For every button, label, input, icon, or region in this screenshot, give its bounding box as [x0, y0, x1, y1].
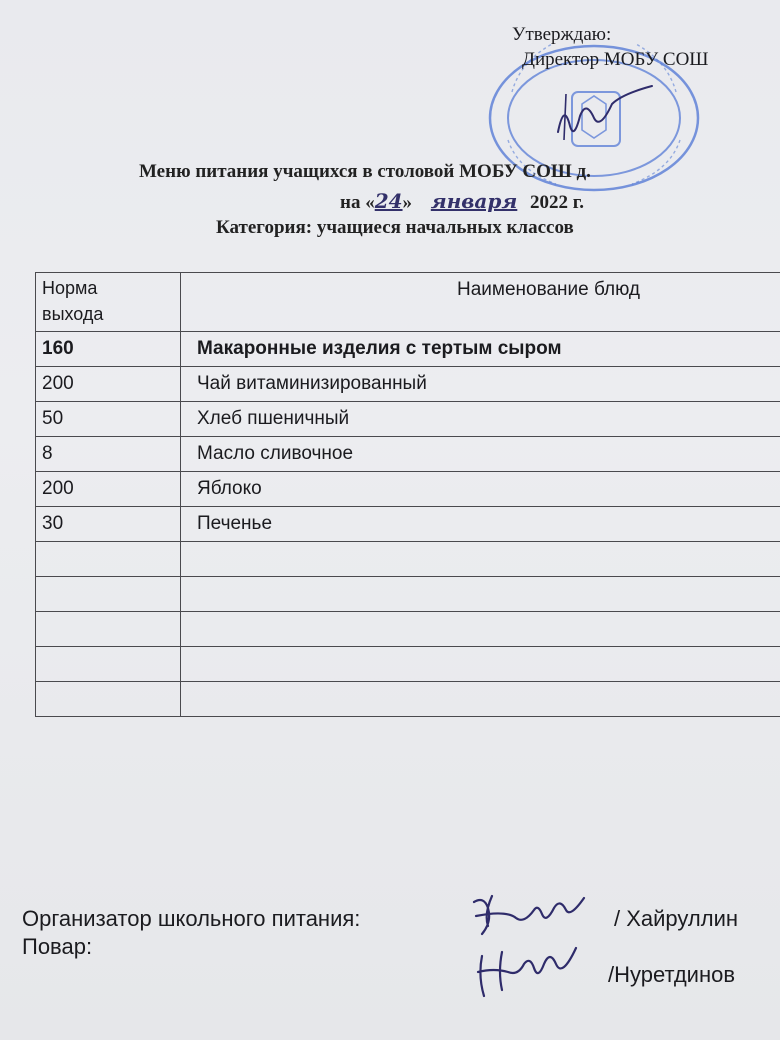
- table-row-empty: [36, 542, 780, 577]
- cell-norma: 160: [36, 332, 181, 367]
- table-row: [36, 437, 780, 472]
- cell-dish: [181, 682, 780, 717]
- document-title: Меню питания учащихся в столовой МОБУ СОШ д.: [139, 161, 591, 182]
- table-row-empty: [36, 612, 780, 647]
- cell-dish: Яблоко: [181, 472, 780, 507]
- menu-table: [35, 272, 780, 717]
- table-header-row: [36, 273, 780, 332]
- cell-norma: [36, 682, 181, 717]
- organizer-name: / Хайруллин: [614, 906, 739, 931]
- cell-norma: 50: [36, 402, 181, 437]
- date-day: 24: [374, 189, 403, 213]
- cell-dish: Хлеб пшеничный: [181, 402, 780, 437]
- table-row-empty: [36, 647, 780, 682]
- cell-dish: [181, 647, 780, 682]
- date-line: [340, 189, 584, 214]
- table-row: [36, 332, 780, 367]
- category-line: Категория: учащиеся начальных классов: [216, 217, 574, 238]
- table-row-empty: [36, 682, 780, 717]
- cell-norma: [36, 577, 181, 612]
- cell-norma: 200: [36, 472, 181, 507]
- cell-norma: [36, 542, 181, 577]
- date-prefix: на «: [340, 192, 375, 213]
- table-row: [36, 367, 780, 402]
- organizer-label: Организатор школьного питания:: [22, 906, 361, 931]
- table-row: [36, 472, 780, 507]
- organizer-signature: [468, 892, 596, 938]
- cell-dish: [181, 542, 780, 577]
- approval-line-2: Директор МОБУ СОШ: [522, 49, 709, 70]
- cell-dish: [181, 612, 780, 647]
- table-row: [36, 402, 780, 437]
- cell-norma: 30: [36, 507, 181, 542]
- cell-norma: [36, 612, 181, 647]
- cook-name: /Нуретдинов: [608, 962, 736, 987]
- cell-dish: Печенье: [181, 507, 780, 542]
- header-name: Наименование блюд: [181, 273, 780, 332]
- table-row-empty: [36, 577, 780, 612]
- cook-label: Повар:: [22, 934, 93, 959]
- approval-line-1: Утверждаю:: [512, 24, 612, 45]
- cell-norma: 200: [36, 367, 181, 402]
- cell-norma: 8: [36, 437, 181, 472]
- cell-norma: [36, 647, 181, 682]
- table-row: [36, 507, 780, 542]
- date-year: 2022 г.: [530, 192, 585, 213]
- cell-dish: Макаронные изделия с тертым сыром: [181, 332, 780, 367]
- cell-dish: Масло сливочное: [181, 437, 780, 472]
- cell-dish: [181, 577, 780, 612]
- cook-signature: [474, 944, 592, 1002]
- date-quote-close: »: [402, 192, 413, 213]
- header-norma: Норма выхода: [36, 273, 181, 332]
- cell-dish: Чай витаминизированный: [181, 367, 780, 402]
- date-month: января: [430, 189, 518, 213]
